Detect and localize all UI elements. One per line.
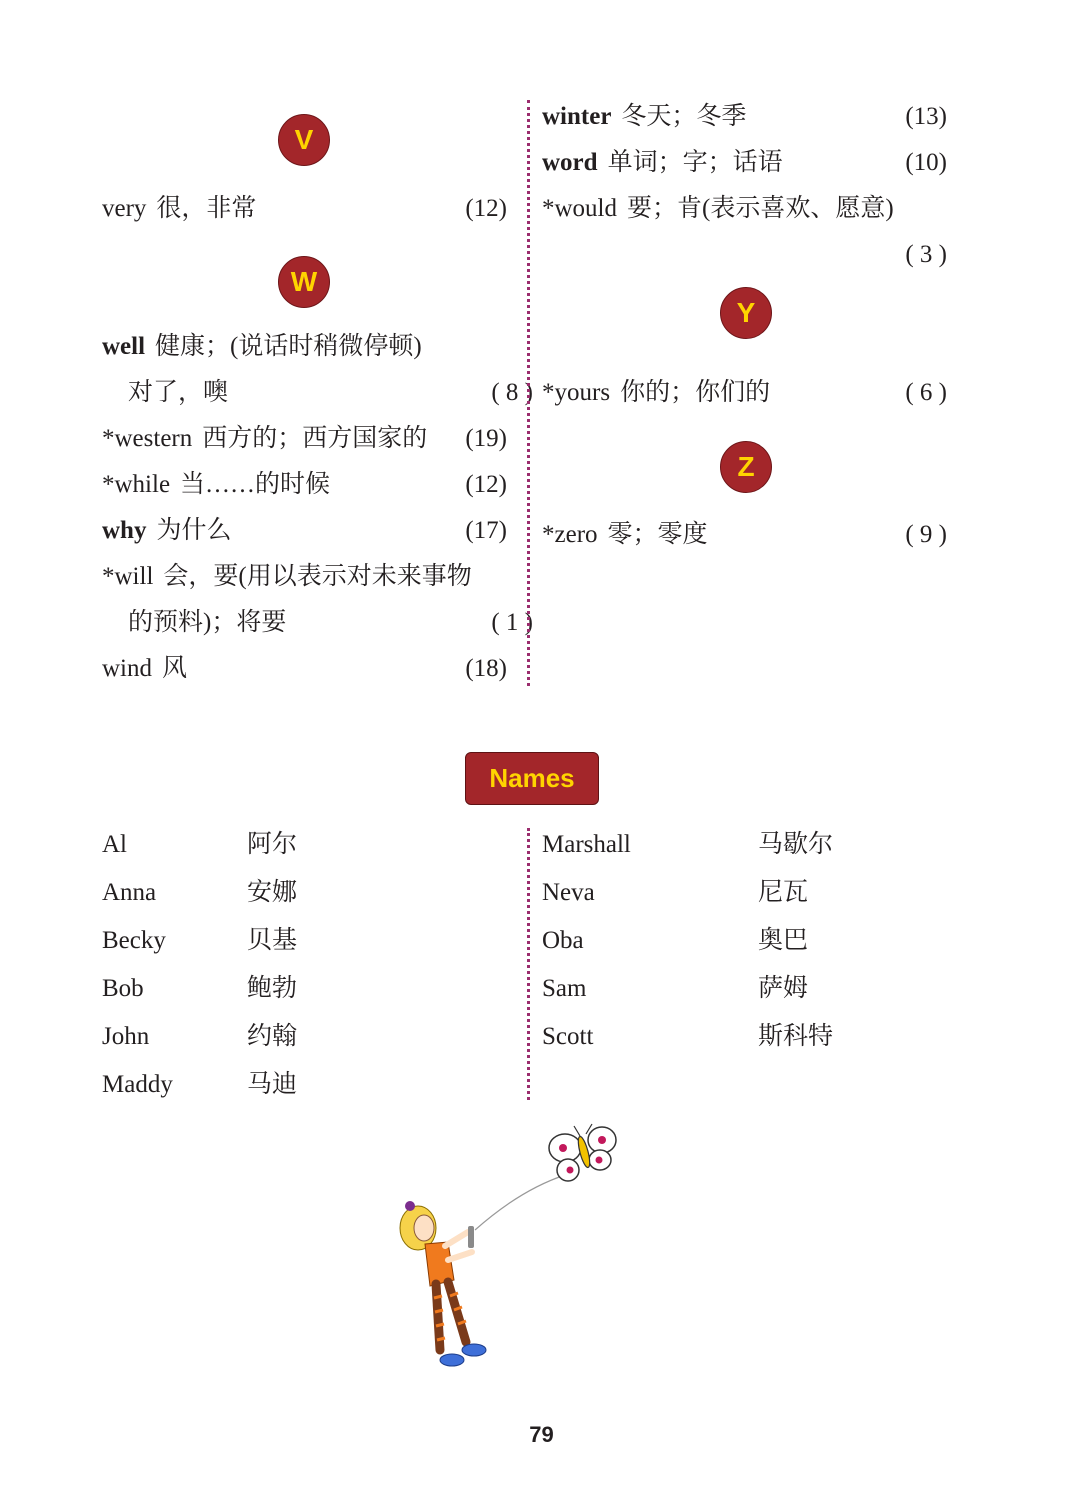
entry-word — [542, 148, 947, 178]
entry-meaning: 当……的时候 — [180, 471, 331, 498]
entry-unit-number: ( 3 ) — [905, 241, 947, 268]
entry-meaning: 零；零度 — [607, 521, 708, 548]
name-english: John — [102, 1023, 150, 1050]
entry-would — [542, 194, 947, 224]
name-chinese: 鲍勃 — [247, 975, 298, 1002]
letter-v-badge: V — [278, 114, 330, 166]
name-english: Neva — [542, 879, 595, 906]
page-number: 79 — [529, 1422, 554, 1447]
entry-meaning: 为什么 — [156, 517, 232, 544]
entry-word: well — [102, 333, 146, 360]
entry-unit-number: ( 6 ) — [905, 379, 947, 406]
girl-flying-kite-illustration — [380, 1120, 630, 1380]
girl-figure-icon — [400, 1201, 486, 1366]
names-heading-badge: Names — [465, 752, 599, 805]
entry-unit-number: ( 8 ) — [491, 379, 533, 406]
entry-well — [102, 332, 507, 362]
entry-meaning: 会，要(用以表示对未来事物 — [163, 563, 472, 590]
name-english: Al — [102, 831, 127, 858]
entry-winter — [542, 102, 947, 132]
entry-meaning: 要；肯(表示喜欢、愿意) — [627, 195, 894, 222]
entry-meaning: 对了，噢 — [128, 379, 229, 406]
entry-zero — [542, 520, 947, 550]
name-chinese: 安娜 — [247, 879, 298, 906]
name-chinese: 约翰 — [247, 1023, 298, 1050]
name-chinese: 马歇尔 — [758, 831, 834, 858]
entry-unit-number: (19) — [465, 425, 507, 452]
letter-w-badge: W — [278, 256, 330, 308]
letter-y-badge: Y — [720, 287, 772, 339]
entry-will-continued — [102, 608, 533, 638]
entry-will — [102, 562, 507, 592]
entry-meaning: 很，非常 — [156, 195, 257, 222]
name-chinese: 阿尔 — [247, 831, 298, 858]
entry-unit-number: (17) — [465, 517, 507, 544]
entry-word: why — [102, 517, 147, 544]
entry-word: *western — [102, 425, 193, 452]
entry-unit-number: ( 1 ) — [491, 609, 533, 636]
entry-word: *while — [102, 471, 171, 498]
column-divider-vocabulary — [527, 100, 530, 686]
entry-meaning: 你的；你们的 — [620, 379, 771, 406]
name-chinese: 马迪 — [247, 1071, 298, 1098]
entry-western — [102, 424, 507, 454]
entry-meaning: 的预料)；将要 — [128, 609, 287, 636]
entry-why — [102, 516, 507, 546]
entry-unit-number: (12) — [465, 195, 507, 222]
entry-word: winter — [542, 103, 612, 130]
entry-yours — [542, 378, 947, 408]
entry-unit-number: ( 9 ) — [905, 521, 947, 548]
entry-unit-number: (10) — [905, 149, 947, 176]
name-chinese: 奥巴 — [758, 927, 809, 954]
entry-word: *yours — [542, 379, 611, 406]
entry-unit-number: (12) — [465, 471, 507, 498]
name-english: Oba — [542, 927, 584, 954]
name-english: Becky — [102, 927, 166, 954]
entry-unit-number: (13) — [905, 103, 947, 130]
entry-meaning: 单词；字；话语 — [607, 149, 783, 176]
name-english: Anna — [102, 879, 157, 906]
name-english: Maddy — [102, 1071, 173, 1098]
entry-meaning: 西方的；西方国家的 — [202, 425, 428, 452]
entry-word: *zero — [542, 521, 598, 548]
entry-well-continued — [102, 378, 533, 408]
entry-word: *will — [102, 563, 154, 590]
name-chinese: 萨姆 — [758, 975, 809, 1002]
name-english: Bob — [102, 975, 144, 1002]
name-english: Marshall — [542, 831, 631, 858]
letter-z-badge: Z — [720, 441, 772, 493]
entry-word: word — [542, 149, 598, 176]
entry-very — [102, 194, 507, 224]
entry-meaning: 健康；(说话时稍微停顿) — [155, 333, 422, 360]
entry-wind — [102, 654, 507, 684]
name-english: Scott — [542, 1023, 594, 1050]
entry-while — [102, 470, 507, 500]
name-english: Sam — [542, 975, 587, 1002]
entry-unit-number: (18) — [465, 655, 507, 682]
column-divider-names — [527, 828, 530, 1100]
entry-meaning: 风 — [162, 655, 188, 682]
name-chinese: 斯科特 — [758, 1023, 834, 1050]
butterfly-kite-icon — [549, 1124, 616, 1181]
entry-word: very — [102, 195, 147, 222]
name-chinese: 贝基 — [247, 927, 298, 954]
name-chinese: 尼瓦 — [758, 879, 809, 906]
entry-word: wind — [102, 655, 152, 682]
entry-word: *would — [542, 195, 617, 222]
entry-meaning: 冬天；冬季 — [621, 103, 747, 130]
